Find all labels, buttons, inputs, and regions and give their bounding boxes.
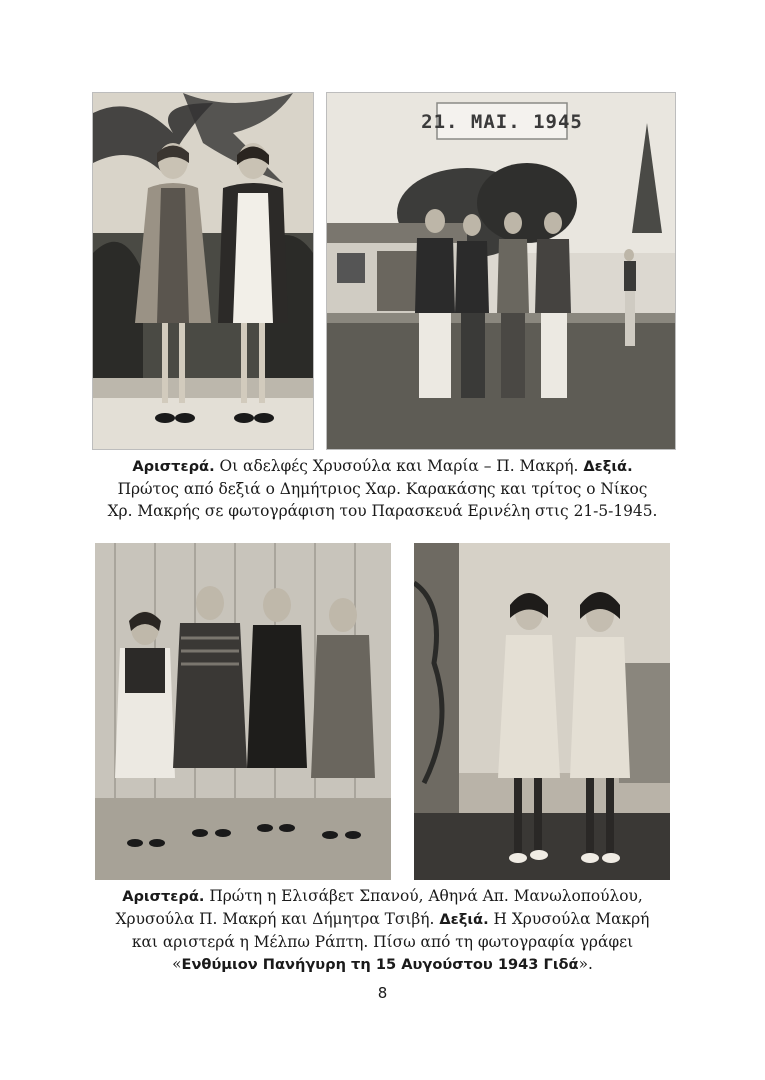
caption-top-line-3: Χρ. Μακρής σε φωτογράφιση του Παρασκευά Ερινέλη στις 21-5-1945. <box>107 502 658 520</box>
quote-text: Ενθύμιον Πανήγυρη τη 15 Αυγούστου 1943 Γιδά <box>181 956 579 973</box>
caption-bottom-line-3: και αριστερά η Μέλπω Ράπτη. Πίσω από τη φωτογραφία γράφει <box>131 933 634 951</box>
caption-bottom-line-2 <box>70 908 695 931</box>
caption-text: Οι αδελφές Χρυσούλα και Μαρία – Π. Μακρή. <box>214 457 584 475</box>
caption-label-left: Αριστερά. <box>132 458 215 475</box>
caption-text: Η Χρυσούλα Μακρή <box>488 910 650 928</box>
page-number: 8 <box>377 984 388 1002</box>
caption-label-right: Δεξιά. <box>583 458 633 475</box>
two-girls-photo <box>414 543 670 880</box>
caption-top-line-2: Πρώτος από δεξιά ο Δημήτριος Χαρ. Καρακάσης και τρίτος ο Νίκος <box>117 480 648 498</box>
caption-bottom-line-4 <box>70 953 695 976</box>
date-stamp: 21. MAI. 1945 <box>421 111 583 133</box>
caption-label-left: Αριστερά. <box>122 888 205 905</box>
quote-close: ». <box>578 955 593 973</box>
four-girls-photo <box>95 543 391 880</box>
sisters-photo <box>92 92 314 450</box>
caption-text: Πρώτη η Ελισάβετ Σπανού, Αθηνά Απ. Μανωλοπούλου, <box>204 887 643 905</box>
caption-label-right: Δεξιά. <box>439 911 489 928</box>
caption-bottom-line-1 <box>70 885 695 908</box>
caption-bottom <box>70 885 695 976</box>
men-group-photo <box>326 92 676 450</box>
caption-top-line-1 <box>70 455 695 478</box>
quote-open: « <box>172 955 182 973</box>
caption-top <box>70 455 695 522</box>
caption-text: Χρυσούλα Π. Μακρή και Δήμητρα Τσιβή. <box>115 910 440 928</box>
